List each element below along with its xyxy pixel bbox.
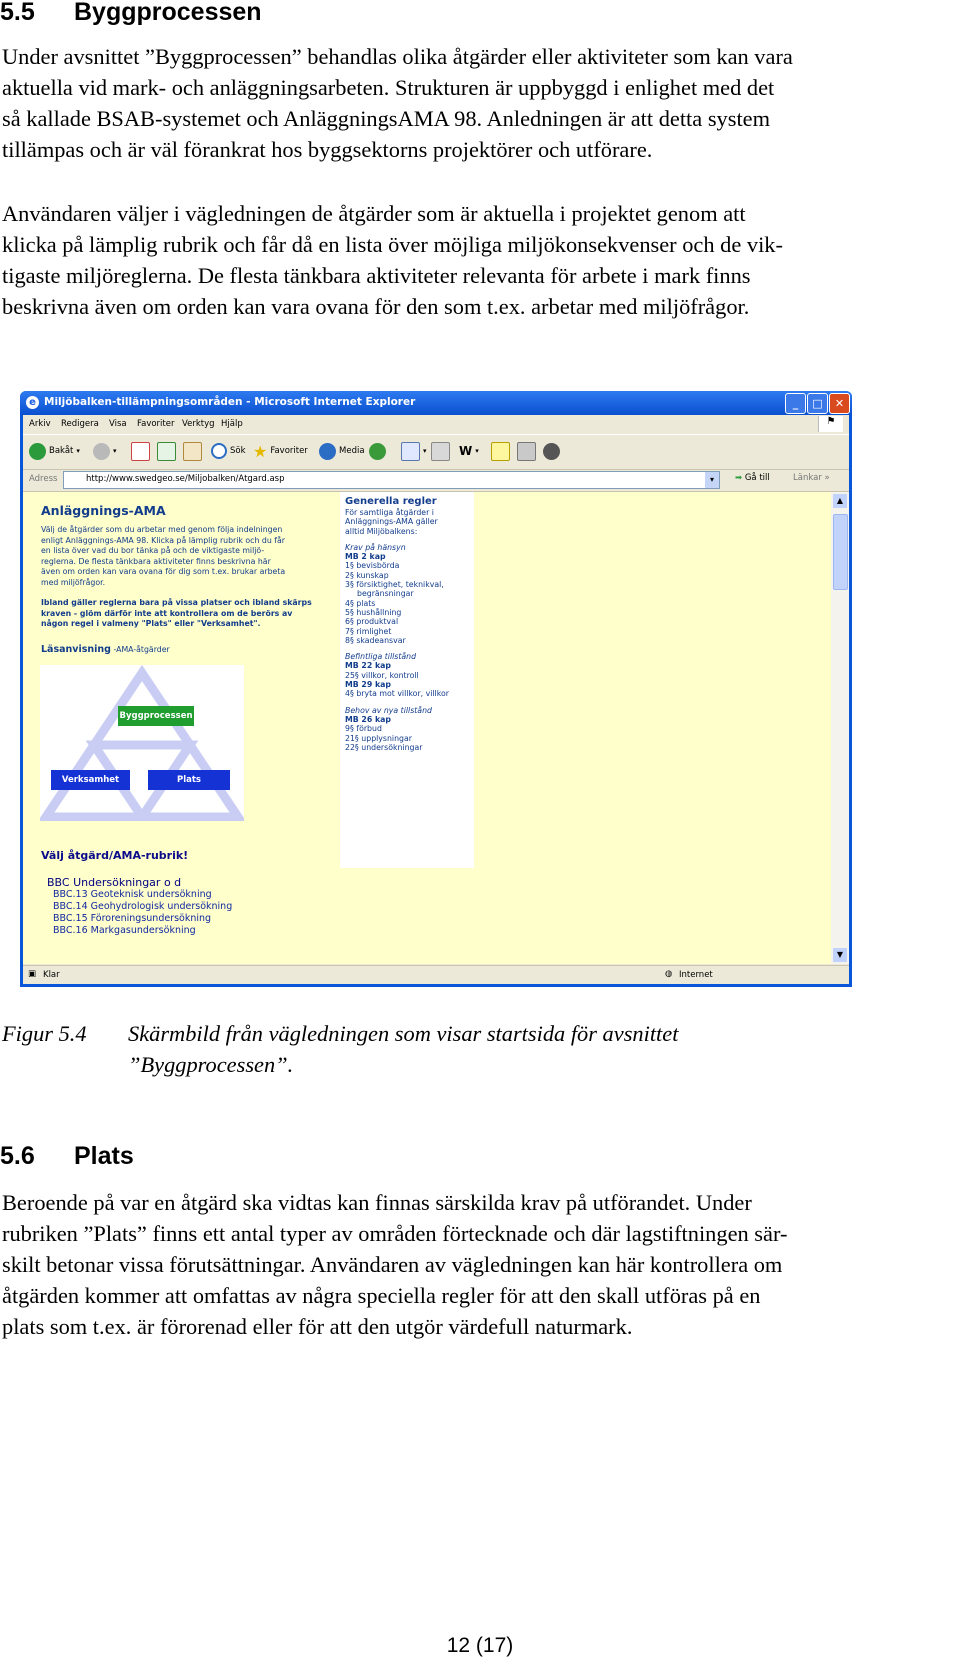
refresh-icon	[157, 442, 176, 461]
chapter-label: MB 2 kap	[345, 552, 386, 562]
menu-visa[interactable]: Visa	[109, 419, 127, 429]
caption-line: ”Byggprocessen”.	[128, 1052, 294, 1077]
chapter-label: MB 22 kap	[345, 661, 392, 671]
internet-globe-icon: ◍	[665, 969, 673, 979]
media-label: Media	[339, 446, 365, 456]
rule-item: 22§ undersökningar	[345, 742, 423, 752]
plats-button[interactable]: Plats	[148, 770, 230, 790]
forward-button[interactable]: ▾	[93, 440, 117, 462]
bbc-link[interactable]: BBC.13 Geoteknisk undersökning	[53, 889, 212, 900]
chapter-label: MB 26 kap	[345, 714, 392, 724]
browser-screenshot	[20, 391, 852, 987]
ie-logo-icon: e	[26, 396, 39, 409]
stop-button[interactable]	[131, 440, 150, 462]
byggprocessen-button[interactable]: Byggprocessen	[118, 706, 194, 726]
text-line: någon regel i valmeny "Plats" eller "Verksamhet".	[41, 619, 261, 629]
section-number: 5.6	[0, 1142, 35, 1170]
favorites-label: Favoriter	[270, 446, 308, 456]
rule-item: 7§ rimlighet	[345, 626, 392, 636]
media-globe-icon	[319, 443, 336, 460]
text-line: reglerna. De flesta tänkbara aktiviteter finns beskrivna här	[41, 556, 271, 566]
bbc-list	[53, 889, 232, 937]
rule-item: 8§ skadeansvar	[345, 635, 406, 645]
links-label: Länkar	[793, 473, 822, 483]
chapter-label: MB 29 kap	[345, 680, 392, 690]
back-label: Bakåt	[49, 446, 74, 456]
messenger-button[interactable]	[517, 440, 536, 462]
history-icon	[369, 443, 386, 460]
tillstand-heading: Befintliga tillstånd	[345, 652, 417, 662]
text-line: Under avsnittet ”Byggprocessen” behandlas olika åtgärder eller aktiviteter som kan vara	[2, 44, 793, 69]
triangle-graphic	[40, 665, 244, 821]
rule-item: 4§ plats	[345, 598, 376, 608]
maximize-button[interactable]: □	[807, 393, 828, 414]
text-line: alltid Miljöbalkens:	[345, 526, 418, 536]
menu-hjalp[interactable]: Hjälp	[221, 419, 243, 429]
history-button[interactable]	[369, 440, 386, 462]
text-line: Ibland gäller reglerna bara på vissa platser och ibland skärps	[41, 598, 312, 607]
research-button[interactable]	[543, 440, 560, 462]
rule-item: 6§ produktval	[345, 617, 399, 627]
paragraph-plats	[2, 1187, 952, 1342]
zone-text: Internet	[679, 970, 713, 980]
address-bar	[23, 469, 849, 492]
stop-icon	[131, 442, 150, 461]
links-button[interactable]: Länkar »	[793, 473, 830, 483]
navigation-diagram	[40, 665, 244, 821]
rule-item: 21§ upplysningar	[345, 733, 412, 743]
star-icon: ★	[253, 441, 268, 461]
rule-item: 5§ hushållning	[345, 607, 402, 617]
text-line: kraven - glöm därför inte att kontrollera om de berörs av	[41, 608, 293, 618]
text-line: åtgärden kommer att omfattas av några speciella regler för att den skall utföras på en	[2, 1283, 761, 1308]
text-line: rubriken ”Plats” finns ett antal typer av områden förtecknade och där lagstiftningen sär-	[2, 1221, 788, 1246]
text-line: För samtliga åtgärder i	[345, 508, 434, 517]
section-title: Plats	[74, 1142, 134, 1170]
status-bar	[23, 965, 849, 985]
bbc-link[interactable]: BBC.15 Föroreningsundersökning	[53, 913, 212, 924]
menu-bar	[23, 415, 849, 433]
lasanvisning-label: Läsanvisning	[41, 644, 111, 655]
text-line: en lista över vad du bor tänka på och de viktigaste miljö-	[41, 546, 265, 556]
windows-flag-icon: ⚑	[818, 416, 843, 432]
grid-icon	[517, 442, 536, 461]
text-line: plats som t.ex. är förorenad eller för att den utgör värdefull naturmark.	[2, 1314, 633, 1339]
mail-button[interactable]: ▾	[401, 440, 427, 462]
intro-text	[41, 525, 285, 589]
go-button[interactable]	[735, 473, 770, 483]
discuss-button[interactable]	[491, 440, 510, 462]
home-icon	[183, 442, 202, 461]
scroll-down-icon[interactable]: ▼	[833, 948, 847, 962]
favorites-button[interactable]	[253, 440, 308, 462]
text-line: enligt Anläggnings-AMA 98. Klicka på lämplig rubrik och du får	[41, 535, 285, 545]
bbc-link[interactable]: BBC.14 Geohydrologisk undersökning	[53, 901, 233, 912]
mail-icon	[401, 442, 420, 461]
go-label: Gå till	[744, 473, 770, 483]
text-line: tillämpas och är väl förankrat hos byggsektorns projektörer och utförare.	[2, 137, 653, 162]
text-line: beskrivna även om orden kan vara ovana för den som t.ex. arbetar med miljöfrågor.	[2, 294, 750, 319]
rule-item: 4§ bryta mot villkor, villkor	[345, 689, 449, 699]
paragraph-usage	[2, 198, 952, 322]
choose-heading: Välj åtgärd/AMA-rubrik!	[41, 849, 189, 862]
text-line: aktuella vid mark- och anläggningsarbeten. Strukturen är uppbyggd i enlighet med det	[2, 75, 775, 100]
text-line: Användaren väljer i vägledningen de åtgärder som är aktuella i projektet genom att	[2, 201, 746, 226]
text-line: Beroende på var en åtgärd ska vidtas kan finnas särskilda krav på utförandet. Under	[2, 1190, 752, 1215]
lasanvisning-link[interactable]	[41, 644, 170, 655]
lasanvisning-suffix: -AMA-åtgärder	[110, 645, 170, 654]
text-line: klicka på lämplig rubrik och får då en lista över möjliga miljökonsekvenser och de vik-	[2, 232, 783, 257]
menu-redigera[interactable]: Redigera	[61, 419, 99, 429]
window-title: Miljöbalken-tillämpningsområden - Microsoft Internet Explorer	[44, 396, 416, 408]
address-url: http://www.swedgeo.se/Miljobalken/Atgard.asp	[86, 474, 285, 484]
caption-line: Skärmbild från vägledningen som visar startsida för avsnittet	[128, 1021, 679, 1046]
rule-item: 1§ bevisbörda	[345, 561, 400, 571]
note-icon	[491, 442, 510, 461]
address-label: Adress	[29, 474, 58, 484]
text-line: skilt betonar vissa förutsättningar. Användaren av vägledningen kan här kontrollera om	[2, 1252, 783, 1277]
menu-arkiv[interactable]: Arkiv	[29, 419, 51, 429]
text-line: Välj de åtgärder som du arbetar med genom följa indelningen	[41, 525, 283, 534]
section-heading-5-5	[0, 0, 262, 27]
text-line: Anläggnings-AMA gäller	[345, 517, 438, 527]
rule-item: 9§ förbud	[345, 724, 382, 734]
refresh-button[interactable]	[157, 440, 176, 462]
search-label: Sök	[230, 446, 246, 456]
back-arrow-icon	[29, 443, 46, 460]
menu-favoriter[interactable]: Favoriter	[137, 419, 175, 429]
text-line: så kallade BSAB-systemet och AnläggningsAMA 98. Anledningen är att detta system	[2, 106, 771, 131]
bbc-heading[interactable]: BBC Undersökningar o d	[47, 876, 182, 889]
rule-item: begränsningar	[357, 589, 414, 599]
scroll-up-icon[interactable]: ▲	[833, 494, 847, 508]
menu-verktyg[interactable]: Verktyg	[182, 419, 215, 429]
address-dropdown-icon[interactable]: ▾	[705, 472, 719, 488]
forward-arrow-icon	[93, 443, 110, 460]
section-number: 5.5	[0, 0, 35, 26]
edit-button[interactable]: W ▾	[459, 444, 479, 458]
section-heading-5-6	[0, 1142, 134, 1171]
text-line: tigaste miljöreglerna. De flesta tänkbara aktiviteter relevanta för arbete i mark finns	[2, 263, 751, 288]
search-icon	[211, 443, 227, 459]
home-button[interactable]	[183, 440, 202, 462]
page-title: Anläggnings-AMA	[41, 503, 166, 518]
window-titlebar	[20, 391, 852, 415]
minimize-button[interactable]: _	[785, 393, 806, 414]
close-button[interactable]: ✕	[829, 393, 850, 414]
section-title: Byggprocessen	[74, 0, 262, 26]
note-text	[41, 598, 312, 630]
print-button[interactable]	[431, 440, 450, 462]
paragraph-intro	[2, 41, 952, 165]
rule-item: 25§ villkor, kontroll	[345, 670, 419, 680]
krav-heading: Krav på hänsyn	[345, 542, 406, 552]
back-button[interactable]: Bakåt ▾	[29, 440, 80, 462]
nya-heading: Behov av nya tillstånd	[345, 705, 432, 715]
figure-label: Figur 5.4	[2, 1021, 87, 1046]
address-input[interactable]	[63, 471, 720, 489]
page-content	[23, 492, 831, 964]
print-icon	[431, 442, 450, 461]
research-icon	[543, 443, 560, 460]
bbc-link[interactable]: BBC.16 Markgasundersökning	[53, 925, 196, 936]
text-line: med miljöfrågor.	[41, 577, 106, 587]
scroll-thumb[interactable]	[833, 514, 848, 590]
text-line: även om orden kan vara ovana för dig som t.ex. brukar arbeta	[41, 567, 286, 577]
search-button[interactable]	[211, 440, 246, 462]
verksamhet-button[interactable]: Verksamhet	[51, 770, 130, 790]
toolbar	[23, 434, 849, 470]
page-number: 12 (17)	[446, 1634, 514, 1657]
rule-item: 2§ kunskap	[345, 570, 389, 580]
general-rules-title: Generella regler	[345, 496, 437, 507]
status-text: Klar	[43, 970, 60, 980]
rule-item: 3§ försiktighet, teknikval,	[345, 580, 444, 590]
general-rules-panel	[340, 492, 474, 868]
media-button[interactable]	[319, 440, 365, 462]
word-icon: W	[459, 444, 473, 458]
go-arrow-icon: ➡	[735, 473, 743, 483]
vertical-scrollbar[interactable]	[831, 492, 849, 964]
page-icon: ▣	[28, 969, 37, 979]
